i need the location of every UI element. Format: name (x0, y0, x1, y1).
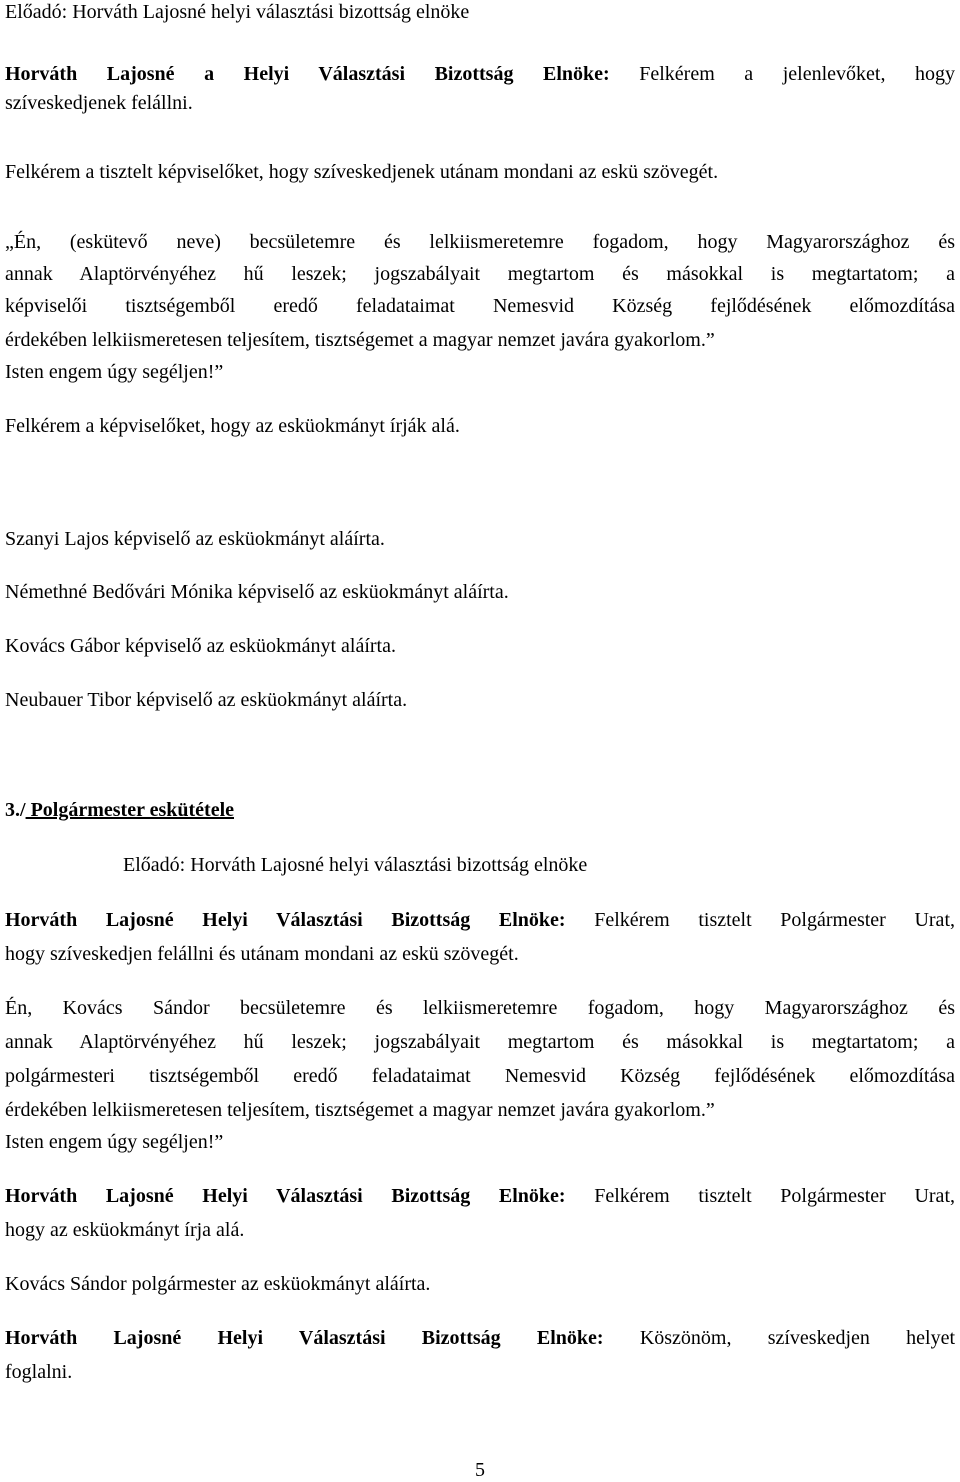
oath-line: érdekében lelkiismeretesen teljesítem, tisztségemet a magyar nemzet javára gyakorlom.” (5, 329, 715, 351)
oath-line: érdekében lelkiismeretesen teljesítem, tisztségemet a magyar nemzet javára gyakorlom.” (5, 1099, 715, 1121)
speaker-text: Felkérem tisztelt Polgármester Urat, (565, 1185, 955, 1207)
speaker-line (5, 62, 955, 86)
speaker-text-cont: hogy szíveskedjen felállni és utánam mondani az eskü szövegét. (5, 943, 519, 965)
speaker-text-cont: hogy az esküokmányt írja alá. (5, 1219, 245, 1241)
speaker-name: Horváth Lajosné Helyi Választási Bizottság Elnöke: (5, 909, 566, 931)
signer-line: Némethné Bedővári Mónika képviselő az esküokmányt aláírta. (5, 581, 509, 603)
page-number: 5 (475, 1459, 485, 1481)
section-title: Polgármester eskütétele (25, 799, 234, 821)
presenter-line: Előadó: Horváth Lajosné helyi választási bizottság elnöke (123, 854, 588, 876)
signer-line: Kovács Gábor képviselő az esküokmányt aláírta. (5, 635, 396, 657)
oath-line: Isten engem úgy segéljen!” (5, 1131, 224, 1153)
oath-line: Én, Kovács Sándor becsületemre és lelkiismeretemre fogadom, hogy Magyarországhoz és (5, 997, 955, 1019)
speaker-line (5, 908, 955, 932)
oath-line: „Én, (eskütevő neve) becsületemre és lelkiismeretemre fogadom, hogy Magyarországhoz és (5, 231, 955, 253)
presenter-line: Előadó: Horváth Lajosné helyi választási bizottság elnöke (5, 1, 470, 23)
signer-line: Neubauer Tibor képviselő az esküokmányt aláírta. (5, 689, 408, 711)
speaker-name: Horváth Lajosné Helyi Választási Bizottság Elnöke: (5, 1327, 604, 1349)
speaker-line (5, 1184, 955, 1208)
signer-line: Szanyi Lajos képviselő az esküokmányt aláírta. (5, 528, 385, 550)
oath-line: Isten engem úgy segéljen!” (5, 361, 224, 383)
oath-request: Felkérem a tisztelt képviselőket, hogy szíveskedjenek utánam mondani az eskü szövegét. (5, 161, 719, 183)
section-heading (5, 798, 234, 822)
speaker-text: Felkérem a jelenlevőket, hogy (609, 63, 956, 85)
oath-line: polgármesteri tisztségemből eredő feladataimat Nemesvid Község fejlődésének előmozdítása (5, 1065, 955, 1087)
speaker-name: Horváth Lajosné Helyi Választási Bizottság Elnöke: (5, 1185, 566, 1207)
speaker-text-cont: szíveskedjenek felállni. (5, 92, 193, 114)
section-number: 3./ (5, 799, 26, 821)
speaker-text: Felkérem tisztelt Polgármester Urat, (565, 909, 955, 931)
oath-line: annak Alaptörvényéhez hű leszek; jogszabályait megtartom és másokkal is megtartatom; a (5, 1031, 955, 1053)
sign-request: Felkérem a képviselőket, hogy az esküokmányt írják alá. (5, 415, 460, 437)
speaker-line (5, 1326, 955, 1350)
oath-line: képviselői tisztségemből eredő feladataimat Nemesvid Község fejlődésének előmozdítása (5, 295, 955, 317)
oath-line: annak Alaptörvényéhez hű leszek; jogszabályait megtartom és másokkal is megtartatom; a (5, 263, 955, 285)
speaker-name: Horváth Lajosné a Helyi Választási Bizottság Elnöke: (5, 63, 610, 85)
speaker-text: Köszönöm, szíveskedjen helyet (603, 1327, 955, 1349)
mayor-signed: Kovács Sándor polgármester az esküokmányt aláírta. (5, 1273, 431, 1295)
speaker-text-cont: foglalni. (5, 1361, 73, 1383)
